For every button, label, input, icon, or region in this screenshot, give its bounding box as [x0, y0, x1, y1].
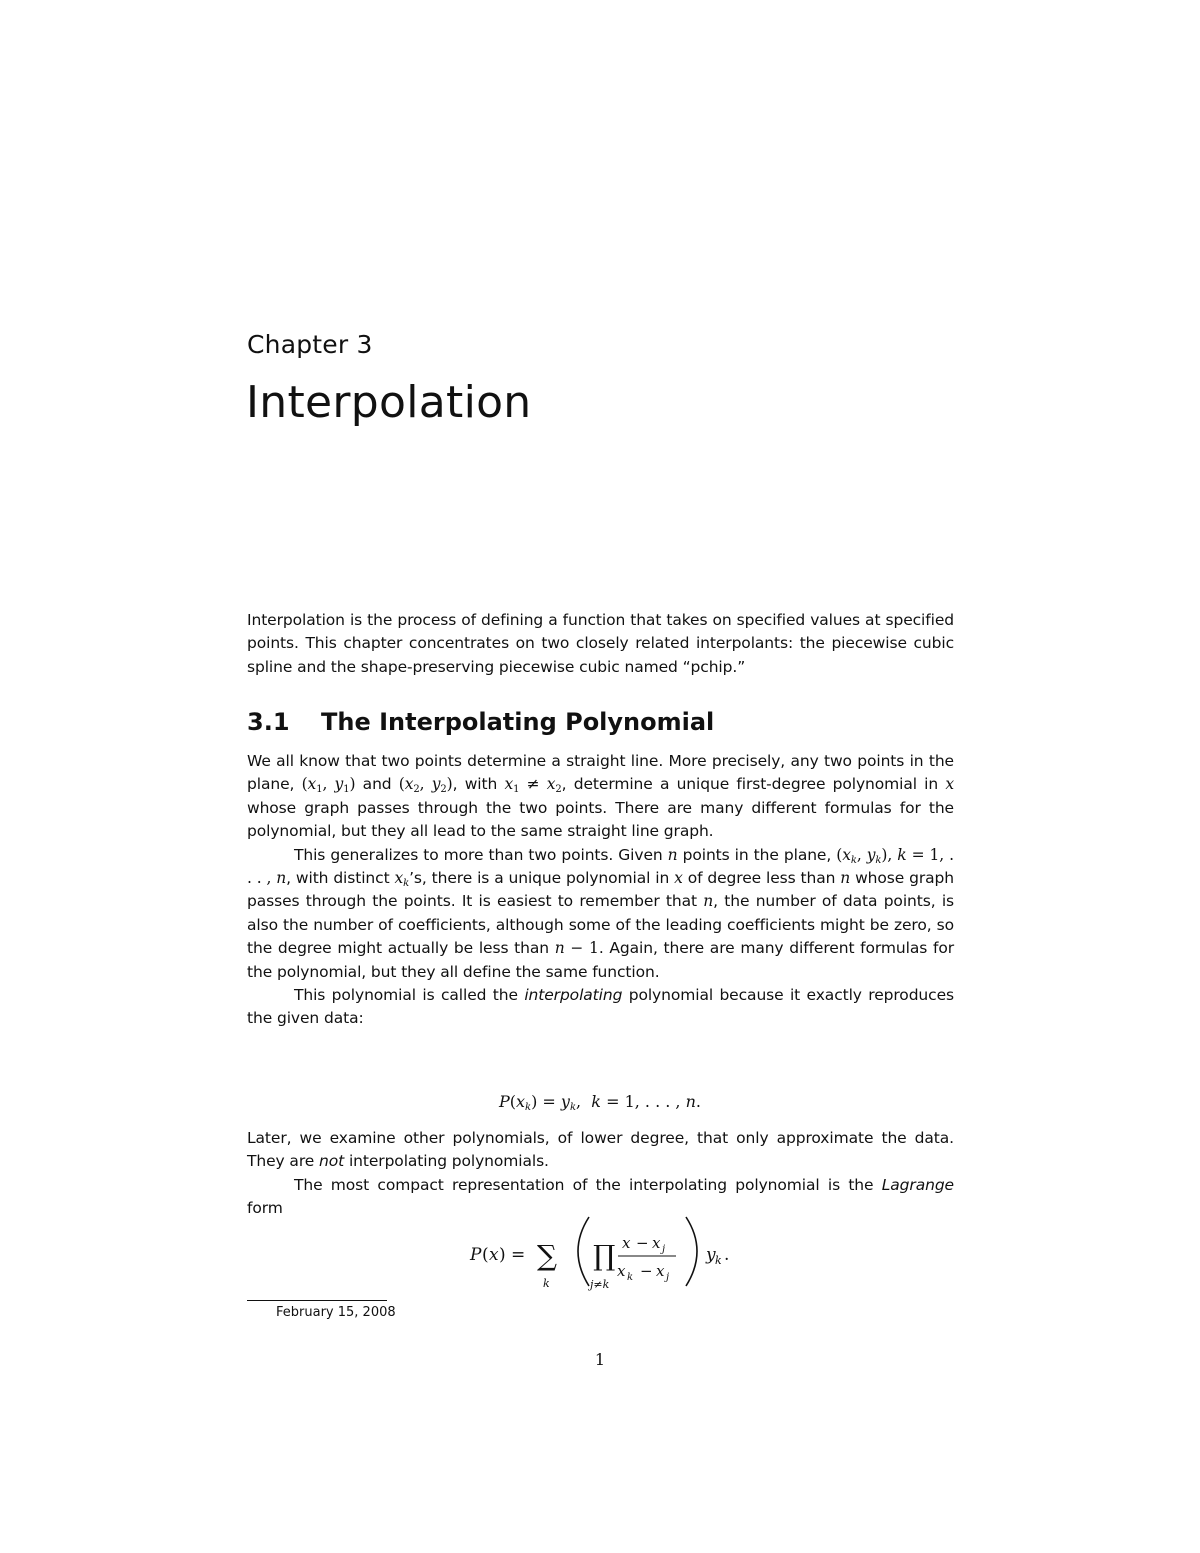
svg-text:k: k — [715, 1254, 722, 1267]
intro-paragraph: Interpolation is the process of defining a function that takes on specified values at specified points. This chapter concentrates on two closely related interpolants: the piecewise cubic spline and the shape-preserving piecewise cubic named “pchip.” — [247, 611, 954, 676]
footnote-rule — [247, 1300, 387, 1301]
svg-text:k: k — [543, 1277, 550, 1290]
svg-text:) =: ) = — [499, 1245, 526, 1265]
page-number: 1 — [594, 1350, 606, 1369]
svg-text:.: . — [724, 1245, 730, 1265]
svg-text:x: x — [656, 1262, 665, 1280]
equation-interpolation-condition: $P(x_k) = y_k$, k = 1, . . . , n. — [498, 1092, 702, 1113]
svg-text:x: x — [489, 1245, 499, 1265]
svg-text:x: x — [652, 1234, 661, 1252]
paragraph-3: This polynomial is called the interpolating polynomial because it exactly reproduces the given data: — [247, 986, 954, 1028]
section-title: The Interpolating Polynomial — [321, 708, 715, 736]
paragraph-5: The most compact representation of the interpolating polynomial is the Lagrange form — [247, 1175, 954, 1218]
svg-text:∑: ∑ — [537, 1239, 557, 1272]
paragraph-4: Later, we examine other polynomials, of lower degree, that only approximate the data. They are not interpolating polynomials. — [247, 1129, 954, 1171]
svg-text:∏: ∏ — [593, 1239, 616, 1272]
svg-text:(: ( — [482, 1245, 489, 1265]
svg-text:y: y — [706, 1245, 716, 1265]
footnote-date: February 15, 2008 — [276, 1305, 396, 1320]
section-number: 3.1 — [247, 708, 290, 736]
svg-text:P: P — [470, 1245, 482, 1265]
svg-text:k: k — [627, 1272, 634, 1283]
svg-text:−: − — [636, 1234, 649, 1252]
paragraph-2: This generalizes to more than two points. Given n points in the plane, ($x_k$, $y_k$), k = 1, . . . , n, with distinct $x_k’s$, there is a unique polynomial in x of degree less than n whose graph passes through the points. It is easiest to remember that n, the number of data points, is also the number of coefficients, although some of the leading coefficients might be zero, so the degree might actually be less than n − 1. Again, there are many different formulas for the polynomial, but they all define the same function. — [247, 845, 954, 981]
paragraph-1: We all know that two points determine a straight line. More precisely, any two points in the plane, ($x_1$, $y_1$) and ($x_2$, $y_2$), with $x_1 \ne x_2$, determine a unique first-degree polynomial in x whose graph passes through the two points. There are many different formulas for the polynomial, but they all lead to the same straight line graph. — [247, 752, 955, 841]
svg-text:x: x — [617, 1262, 626, 1280]
svg-text:−: − — [640, 1262, 653, 1280]
svg-text:j: j — [662, 1244, 666, 1255]
svg-text:j≠k: j≠k — [590, 1278, 610, 1291]
chapter-title: Interpolation — [246, 377, 532, 428]
svg-text:j: j — [666, 1272, 670, 1283]
chapter-label: Chapter 3 — [247, 330, 373, 359]
svg-text:x: x — [622, 1234, 631, 1252]
